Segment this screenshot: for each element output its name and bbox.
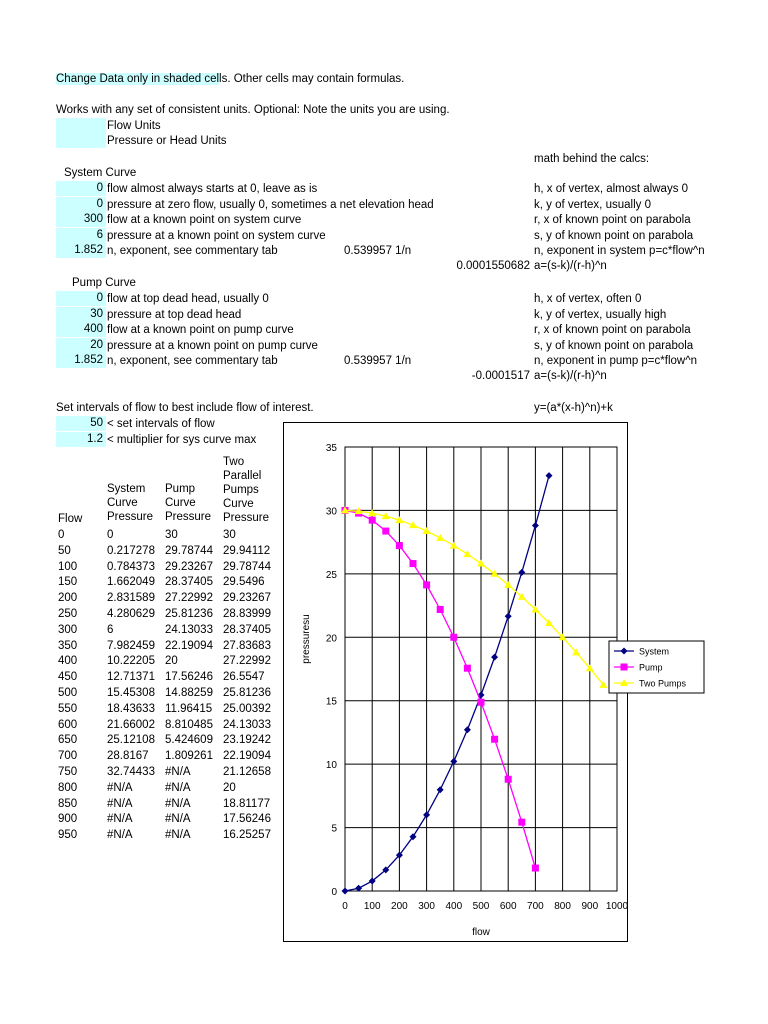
table-cell: 850 xyxy=(58,797,78,810)
pressure-units-label: Pressure or Head Units xyxy=(107,135,227,147)
x-tick-label: 400 xyxy=(445,901,463,912)
y-tick-label: 0 xyxy=(331,887,337,898)
table-cell: 30 xyxy=(223,529,236,541)
table-cell: 30 xyxy=(165,529,178,541)
pump-math-0: h, x of vertex, often 0 xyxy=(534,293,642,305)
data-point xyxy=(450,634,457,641)
table-cell: 25.81236 xyxy=(165,608,213,620)
x-tick-label: 0 xyxy=(342,901,348,912)
table-cell: 0.784373 xyxy=(107,560,155,573)
y-tick-label: 30 xyxy=(325,506,337,518)
table-cell: 23.19242 xyxy=(223,734,271,747)
x-tick-label: 200 xyxy=(391,901,408,912)
two-pumps-column-header: Two Parallel Pumps Curve Pressure xyxy=(223,456,270,524)
intervals-note: Set intervals of flow to best include flow of interest. xyxy=(56,402,314,414)
x-tick-label: 500 xyxy=(472,901,490,912)
system-curve-title: System Curve xyxy=(64,167,137,179)
table-cell: 600 xyxy=(58,718,78,731)
table-cell: 29.23267 xyxy=(223,592,271,605)
table-cell: 800 xyxy=(58,781,78,794)
data-point xyxy=(382,528,389,535)
pump-input-3[interactable]: 20 xyxy=(56,338,106,353)
table-cell: 21.12658 xyxy=(223,766,271,778)
table-cell: 1.809261 xyxy=(165,750,213,763)
table-cell: 8.810485 xyxy=(165,718,213,731)
system-math-0: h, x of vertex, almost always 0 xyxy=(534,183,689,195)
flow-units-input[interactable] xyxy=(56,118,106,133)
multiplier-input[interactable]: 1.2 xyxy=(56,432,106,447)
y-tick-label: 15 xyxy=(325,696,337,708)
table-cell: 1.662049 xyxy=(107,576,155,589)
table-cell: 250 xyxy=(58,608,78,620)
table-cell: #N/A xyxy=(107,781,133,794)
data-point xyxy=(532,865,539,872)
pump-a-value: -0.0001517 xyxy=(471,370,530,382)
table-cell: 14.88259 xyxy=(165,687,213,699)
table-cell: #N/A xyxy=(107,813,133,826)
legend-label: System xyxy=(639,646,670,657)
pump-math-3: s, y of known point on parabola xyxy=(534,339,694,352)
shaded-note-part: Change Data only in shaded cel xyxy=(56,73,220,85)
pump-inverse-n-value: 0.539957 xyxy=(344,355,392,367)
multiplier-label: < multiplier for sys curve max xyxy=(107,434,257,446)
table-cell: 0.217278 xyxy=(107,544,155,557)
y-tick-label: 10 xyxy=(325,760,337,772)
data-point xyxy=(369,517,376,524)
x-tick-label: 700 xyxy=(527,901,544,912)
table-cell: 400 xyxy=(58,655,78,668)
pump-input-0[interactable]: 0 xyxy=(56,291,106,306)
x-axis-label: flow xyxy=(472,927,490,938)
table-cell: 16.25257 xyxy=(223,829,271,842)
data-point xyxy=(491,736,498,743)
table-cell: 24.13033 xyxy=(223,718,271,731)
pump-inverse-n-label: 1/n xyxy=(395,355,412,367)
table-cell: 29.78744 xyxy=(223,560,271,573)
table-cell: 450 xyxy=(58,671,78,684)
formula-note-part: ls. Other cells may contain formulas. xyxy=(219,73,405,85)
math-title: math behind the calcs: xyxy=(534,153,650,165)
system-math-2: r, x of known point on parabola xyxy=(534,214,691,227)
table-cell: #N/A xyxy=(165,781,191,794)
system-math-4: n, exponent in system p=c*flow^n xyxy=(534,245,705,258)
table-cell: 32.74433 xyxy=(107,766,155,778)
table-cell: #N/A xyxy=(165,766,191,778)
table-cell: 29.78744 xyxy=(165,544,213,557)
table-cell: #N/A xyxy=(107,797,133,810)
pump-inverse-n xyxy=(344,354,411,368)
data-point xyxy=(518,819,525,826)
system-inverse-n-label: 1/n xyxy=(395,245,412,257)
table-cell: 18.81177 xyxy=(223,797,271,810)
table-cell: 0 xyxy=(58,529,65,541)
table-cell: #N/A xyxy=(165,797,191,810)
table-cell: 2.831589 xyxy=(107,592,155,605)
table-cell: 17.56246 xyxy=(223,813,271,826)
table-cell: 150 xyxy=(58,576,78,589)
table-cell: 29.23267 xyxy=(165,560,213,573)
pump-description-0: flow at top dead head, usually 0 xyxy=(107,293,269,305)
system-input-3[interactable]: 6 xyxy=(56,228,106,243)
data-point xyxy=(505,776,512,783)
table-cell: 7.982459 xyxy=(107,639,155,652)
y-tick-label: 25 xyxy=(325,569,337,581)
table-cell: 25.00392 xyxy=(223,702,271,715)
system-math-3: s, y of known point on parabola xyxy=(534,229,694,242)
pump-math-4: n, exponent in pump p=c*flow^n xyxy=(534,355,697,368)
legend-marker xyxy=(621,664,628,671)
table-cell: 28.8167 xyxy=(107,750,149,763)
table-cell: 27.22992 xyxy=(223,655,271,668)
table-cell: 10.22205 xyxy=(107,655,155,668)
table-cell: 17.56246 xyxy=(165,671,213,684)
data-point xyxy=(396,542,403,549)
table-cell: 100 xyxy=(58,560,78,573)
parabola-formula: y=(a*(x-h)^n)+k xyxy=(534,402,613,414)
table-cell: 6 xyxy=(107,623,114,636)
table-cell: 700 xyxy=(58,750,78,763)
pump-description-2: flow at a known point on pump curve xyxy=(107,324,294,337)
shaded-cells-note xyxy=(56,72,404,86)
table-cell: 22.19094 xyxy=(165,639,213,652)
pump-math-1: k, y of vertex, usually high xyxy=(534,308,667,321)
pressure-flow-chart xyxy=(283,422,687,942)
pump-description-3: pressure at a known point on pump curve xyxy=(107,339,318,352)
system-a-value: 0.0001550682 xyxy=(456,260,530,272)
table-cell: 650 xyxy=(58,734,78,747)
table-cell: 25.12108 xyxy=(107,734,155,747)
table-cell: 28.37405 xyxy=(165,576,213,589)
system-description-4: n, exponent, see commentary tab xyxy=(107,245,278,258)
system-description-3: pressure at a known point on system curve xyxy=(107,229,326,242)
system-inverse-n-value: 0.539957 xyxy=(344,245,392,257)
system-math-1: k, y of vertex, usually 0 xyxy=(534,198,651,211)
system-input-2[interactable]: 300 xyxy=(56,212,106,227)
table-cell: 20 xyxy=(165,655,178,668)
y-tick-label: 20 xyxy=(325,633,337,645)
y-tick-label: 35 xyxy=(325,443,337,454)
table-cell: 750 xyxy=(58,766,78,778)
interval-label: < set intervals of flow xyxy=(107,418,215,430)
table-cell: 550 xyxy=(58,702,78,715)
table-cell: 21.66002 xyxy=(107,718,155,731)
units-note: Works with any set of consistent units. Optional: Note the units you are using. xyxy=(56,104,450,116)
table-cell: 300 xyxy=(58,623,78,636)
flow-column-header: Flow xyxy=(58,513,83,525)
table-cell: 4.280629 xyxy=(107,608,155,620)
chart-canvas xyxy=(284,423,687,941)
table-cell: #N/A xyxy=(107,829,133,842)
table-cell: 29.94112 xyxy=(223,544,271,557)
data-point xyxy=(437,606,444,613)
pump-description-4: n, exponent, see commentary tab xyxy=(107,355,278,368)
data-point xyxy=(464,665,471,672)
table-cell: 18.43633 xyxy=(107,702,155,715)
interval-input[interactable]: 50 xyxy=(56,416,106,431)
x-tick-label: 100 xyxy=(363,901,381,912)
pump-input-2[interactable]: 400 xyxy=(56,322,106,337)
system-description-0: flow almost always starts at 0, leave as is xyxy=(107,183,318,195)
legend-label: Two Pumps xyxy=(639,678,687,689)
table-cell: 20 xyxy=(223,781,236,794)
system-inverse-n xyxy=(344,244,411,258)
table-cell: #N/A xyxy=(165,813,191,826)
table-cell: #N/A xyxy=(165,829,191,842)
system-description-2: flow at a known point on system curve xyxy=(107,214,302,227)
pump-a-formula: a=(s-k)/(r-h)^n xyxy=(534,370,607,382)
table-cell: 900 xyxy=(58,813,78,826)
table-cell: 200 xyxy=(58,592,78,605)
pump-column-header: Pump Curve Pressure xyxy=(165,483,212,523)
table-cell: 5.424609 xyxy=(165,734,213,747)
data-point xyxy=(423,581,430,588)
table-cell: 11.96415 xyxy=(165,702,213,715)
table-cell: 500 xyxy=(58,687,78,699)
table-cell: 350 xyxy=(58,639,78,652)
table-cell: 22.19094 xyxy=(223,750,271,763)
data-point xyxy=(478,699,485,706)
table-cell: 29.5496 xyxy=(223,576,265,589)
flow-units-label: Flow Units xyxy=(107,120,161,132)
y-axis-label: pressuresu xyxy=(301,614,312,664)
table-cell: 27.83683 xyxy=(223,639,271,652)
x-tick-label: 900 xyxy=(581,901,599,912)
system-input-4[interactable]: 1.852 xyxy=(56,243,106,258)
pump-description-1: pressure at top dead head xyxy=(107,308,242,321)
pump-curve-title: Pump Curve xyxy=(72,277,136,289)
x-tick-label: 800 xyxy=(554,901,571,912)
table-cell: 24.13033 xyxy=(165,623,213,636)
table-cell: 0 xyxy=(107,529,114,541)
table-cell: 28.37405 xyxy=(223,623,271,636)
x-tick-label: 1000 xyxy=(605,901,629,912)
pump-input-1[interactable]: 30 xyxy=(56,307,106,322)
pump-math-2: r, x of known point on parabola xyxy=(534,324,691,337)
system-a-formula: a=(s-k)/(r-h)^n xyxy=(534,260,607,272)
pressure-units-input[interactable] xyxy=(56,133,106,148)
x-tick-label: 600 xyxy=(499,901,517,912)
system-input-1[interactable]: 0 xyxy=(56,197,106,212)
table-cell: 28.83999 xyxy=(223,608,271,620)
table-cell: 50 xyxy=(58,544,71,557)
legend-label: Pump xyxy=(639,662,663,673)
table-cell: 26.5547 xyxy=(223,671,265,684)
table-cell: 25.81236 xyxy=(223,687,271,699)
table-cell: 12.71371 xyxy=(107,671,155,684)
x-tick-label: 300 xyxy=(418,901,435,912)
system-description-1: pressure at zero flow, usually 0, sometimes a net elevation head xyxy=(107,198,434,211)
y-tick-label: 5 xyxy=(331,823,337,835)
data-point xyxy=(410,560,417,567)
table-cell: 15.45308 xyxy=(107,687,155,699)
table-cell: 950 xyxy=(58,829,78,842)
system-input-0[interactable]: 0 xyxy=(56,181,106,196)
system-column-header: System Curve Pressure xyxy=(107,483,154,523)
pump-input-4[interactable]: 1.852 xyxy=(56,353,106,368)
table-cell: 27.22992 xyxy=(165,592,213,605)
